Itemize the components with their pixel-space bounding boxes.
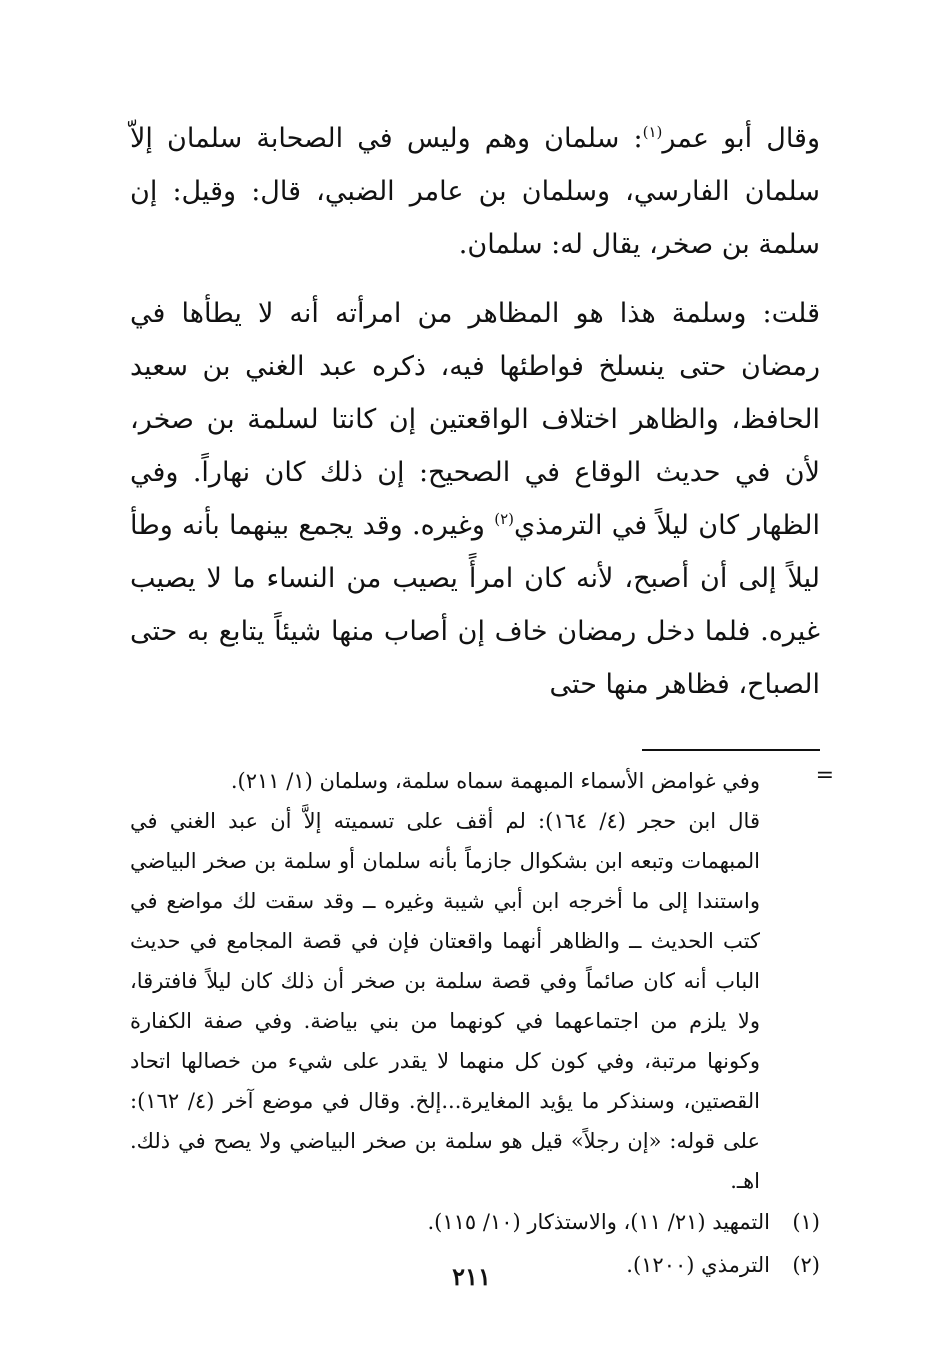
footnote-ref-2: (٢)	[494, 510, 514, 528]
footnote-1-text: التمهيد (٢١/ ١١)، والاستذكار (١٠/ ١١٥).	[427, 1210, 770, 1234]
paragraph-2	[130, 287, 820, 711]
paragraph-1-text-a: وقال أبو عمر	[662, 123, 820, 154]
footnotes-section	[130, 761, 834, 1287]
paragraph-2-text-a: قلت: وسلمة هذا هو المظاهر من امرأته أنه لا يطأها في رمضان حتى ينسلخ فواطئها فيه، ذكره عبد الغني بن سعيد الحافظ، والظاهر اختلاف الواقعتين إن كانتا لسلمة بن صخر، لأن في حديث الوقاع في الصحيح: إن ذلك كان نهاراً. وفي الظهار كان ليلاً في الترمذي	[130, 298, 821, 541]
paragraph-1-text-b: : سلمان وهم وليس في الصحابة سلمان إلاّ سلمان الفارسي، وسلمان بن عامر الضبي، قال: وقيل: إن سلمة بن صخر، يقال له: سلمان.	[130, 123, 820, 260]
footnote-divider	[642, 749, 820, 751]
footnote-1	[130, 1201, 820, 1244]
paragraph-2-text-b: وغيره. وقد يجمع بينهما بأنه وطأ ليلاً إلى أن أصبح، لأنه كان امرأً يصيب من النساء ما لا يصيب غيره. فلما دخل رمضان خاف إن أصاب منها شيئاً يتابع به حتى الصباح، فظاهر منها حتى	[130, 510, 820, 700]
footnote-2-number: (٢)	[792, 1253, 820, 1277]
page-number: ٢١١	[452, 1262, 491, 1291]
footnote-1-number: (١)	[792, 1210, 820, 1234]
footnote-continuation-line-1: وفي غوامض الأسماء المبهمة سماه سلمة، وسلمان (١/ ٢١١).	[230, 769, 760, 793]
continuation-mark: =	[815, 763, 834, 788]
footnote-continuation	[130, 761, 820, 1201]
document-page	[130, 112, 834, 1287]
paragraph-1	[130, 112, 820, 271]
footnote-2-text: الترمذي (١٢٠٠).	[626, 1253, 770, 1277]
main-text	[130, 112, 820, 711]
footnote-continuation-line-2: قال ابن حجر (٤/ ١٦٤): لم أقف على تسميته إلاَّ أن عبد الغني في المبهمات وتبعه ابن بشكوال جازماً بأنه سلمان أو سلمة بن صخر البياضي واستندا إلى ما أخرجه ابن أبي شيبة وغيره ــ وقد سقت لك مواضع في كتب الحديث ــ والظاهر أنهما واقعتان فإن في قصة المجامع في حديث الباب أنه كان صائماً وفي قصة سلمة بن صخر أن ذلك كان ليلاً فافترقا، ولا يلزم من اجتماعهما في كونهما من بني بياضة. وفي صفة الكفارة وكونها مرتبة، وفي كون كل منهما لا يقدر على شيء من خصالها اتحاد القصتين، وسنذكر ما يؤيد المغايرة...إلخ. وقال في موضع آخر (٤/ ١٦٢): على قوله: «إن رجلاً» قيل هو سلمة بن صخر البياضي ولا يصح في ذلك. اهـ.	[130, 809, 760, 1193]
footnote-ref-1: (١)	[642, 123, 663, 141]
